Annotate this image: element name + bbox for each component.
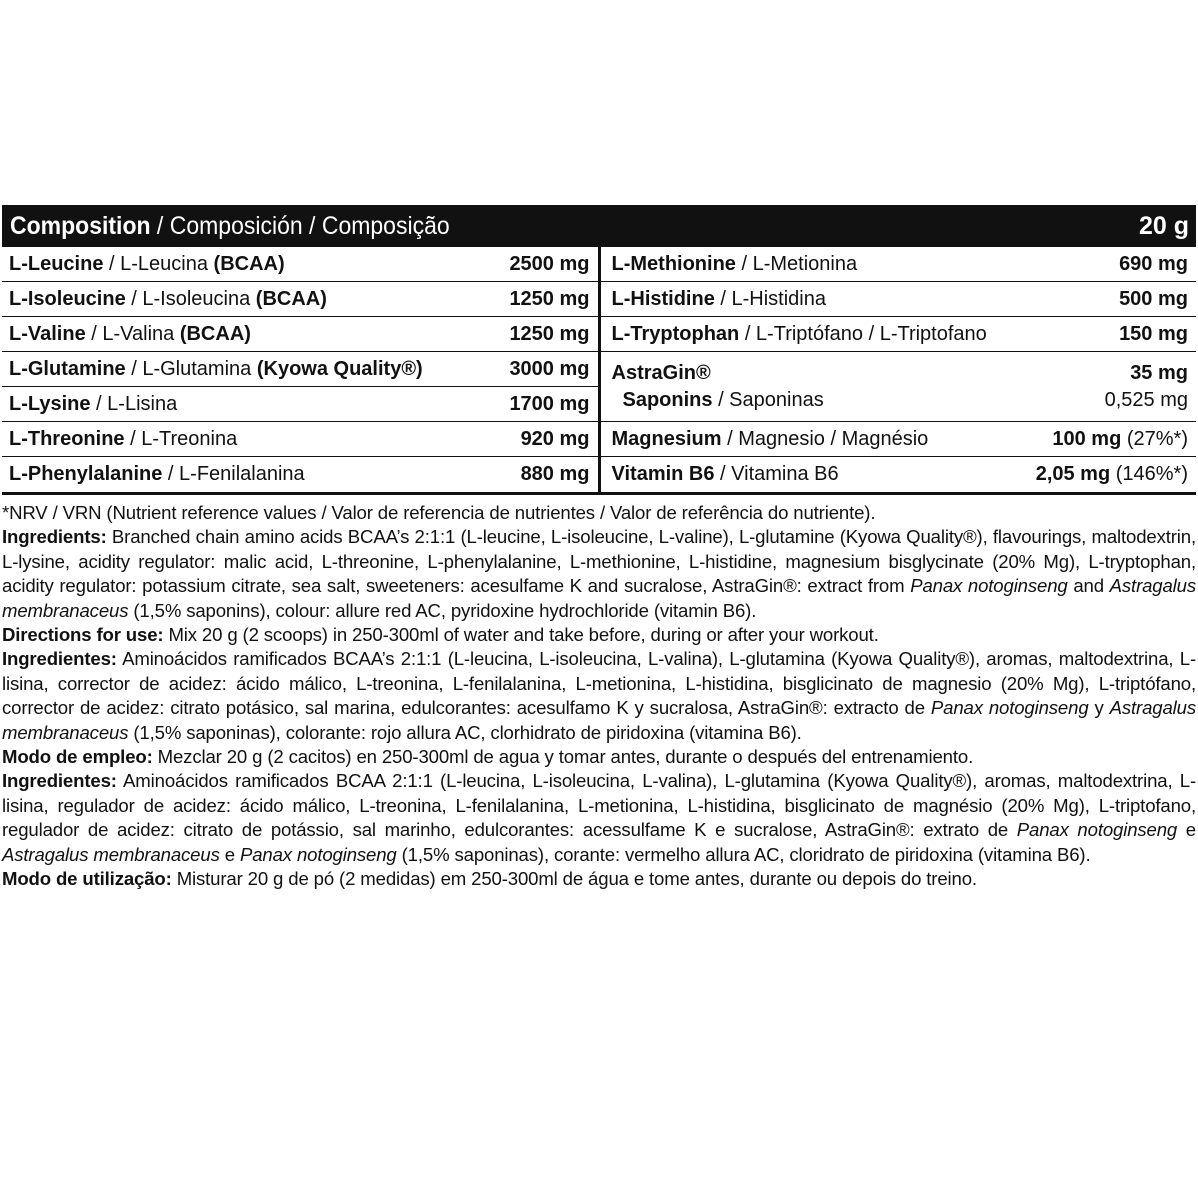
saponins-name: Saponins / Saponinas <box>622 388 824 411</box>
label-text <box>2 501 1196 892</box>
table-row: L-Valine / L-Valina (BCAA) 1250 mg <box>2 317 598 352</box>
ingredients-pt: Ingredientes: Aminoácidos ramificados BCAA 2:1:1 (L-leucina, L-isoleucina, L-valina), L-glutamina (Kyowa Quality®), aromas, maltodextrina, L-lisina, regulador de acidez: ácido málico, L-treonina, L-fenilalanina, L-metionina, L-histidina, bisglicinato de magnésio (20% Mg), L-triptofano, regulador de acidez: citrato de potássio, sal marinho, edulcorantes: acessulfame K e sucralose, AstraGin®: extrato de Panax notoginseng e Astragalus membranaceus e Panax notoginseng (1,5% saponinas), corante: vermelho allura AC, cloridrato de piridoxina (vitamina B6). <box>2 770 1196 865</box>
composition-title: Composition / Composición / Composição <box>10 211 450 240</box>
serving-size: 20 g <box>1138 211 1189 240</box>
directions-en: Directions for use: Mix 20 g (2 scoops) in 250-300ml of water and take before, during or after your workout. <box>2 624 879 646</box>
table-row: L-Threonine / L-Treonina 920 mg <box>2 422 598 457</box>
ingredients-es: Ingredientes: Aminoácidos ramificados BCAA’s 2:1:1 (L-leucina, L-isoleucina, L-valina), L-glutamina (Kyowa Quality®), aromas, maltodextrina, L-lisina, corrector de acidez: ácido málico, L-treonina, L-fenilalanina, L-metionina, L-histidina, bisglicinato de magnesio (20% Mg), L-triptófano, corrector de acidez: citrato potásico, sal marina, edulcorantes: acesulfamo K y sucralosa, AstraGin®: extracto de Panax notoginseng y Astragalus membranaceus (1,5% saponinas), colorante: rojo allura AC, clorhidrato de piridoxina (vitamina B6). <box>2 648 1196 743</box>
nrv-note: *NRV / VRN (Nutrient reference values / Valor de referencia de nutrientes / Valor de referência do nutriente). <box>2 502 876 523</box>
table-row: L-Tryptophan / L-Triptófano / L-Triptofano 150 mg <box>601 317 1197 352</box>
table-row: L-Glutamine / L-Glutamina (Kyowa Quality®) 3000 mg <box>2 352 598 387</box>
saponins-amount: 0,525 mg <box>1104 388 1188 411</box>
directions-es: Modo de empleo: Mezclar 20 g (2 cacitos) en 250-300ml de agua y tomar antes, durante o después del entrenamiento. <box>2 746 974 768</box>
table-row: L-Lysine / L-Lisina 1700 mg <box>2 387 598 422</box>
composition-left-column <box>2 247 601 492</box>
table-row: L-Phenylalanine / L-Fenilalanina 880 mg <box>9 463 590 485</box>
table-row: L-Leucine / L-Leucina (BCAA) 2500 mg <box>2 247 598 282</box>
composition-table <box>2 247 1196 495</box>
table-row: L-Isoleucine / L-Isoleucina (BCAA) 1250 mg <box>2 282 598 317</box>
astragin-row <box>601 352 1197 422</box>
composition-right-column <box>601 247 1197 492</box>
supplement-label <box>2 205 1196 892</box>
table-row: Vitamin B6 / Vitamina B6 2,05 mg (146%*) <box>611 463 1188 485</box>
composition-header <box>2 205 1196 247</box>
astragin-name: AstraGin® <box>611 361 711 384</box>
table-row: Magnesium / Magnesio / Magnésio 100 mg (27%*) <box>601 422 1197 457</box>
astragin-amount: 35 mg <box>1130 361 1188 384</box>
directions-pt: Modo de utilização: Misturar 20 g de pó (2 medidas) em 250-300ml de água e tome antes, durante ou depois do treino. <box>2 868 977 890</box>
ingredients-en: Ingredients: Branched chain amino acids BCAA’s 2:1:1 (L-leucine, L-isoleucine, L-valine), L-glutamine (Kyowa Quality®), flavourings, maltodextrin, L-lysine, acidity regulator: malic acid, L-threonine, L-phenylalanine, L-methionine, L-histidine, magnesium bisglycinate (20% Mg), L-tryptophan, acidity regulator: potassium citrate, sea salt, sweeteners: acesulfame K and sucralose, AstraGin®: extract from Panax notoginseng and Astragalus membranaceus (1,5% saponins), colour: allure red AC, pyridoxine hydrochloride (vitamin B6). <box>2 526 1197 621</box>
table-row: L-Methionine / L-Metionina 690 mg <box>601 247 1197 282</box>
table-row: L-Histidine / L-Histidina 500 mg <box>601 282 1197 317</box>
